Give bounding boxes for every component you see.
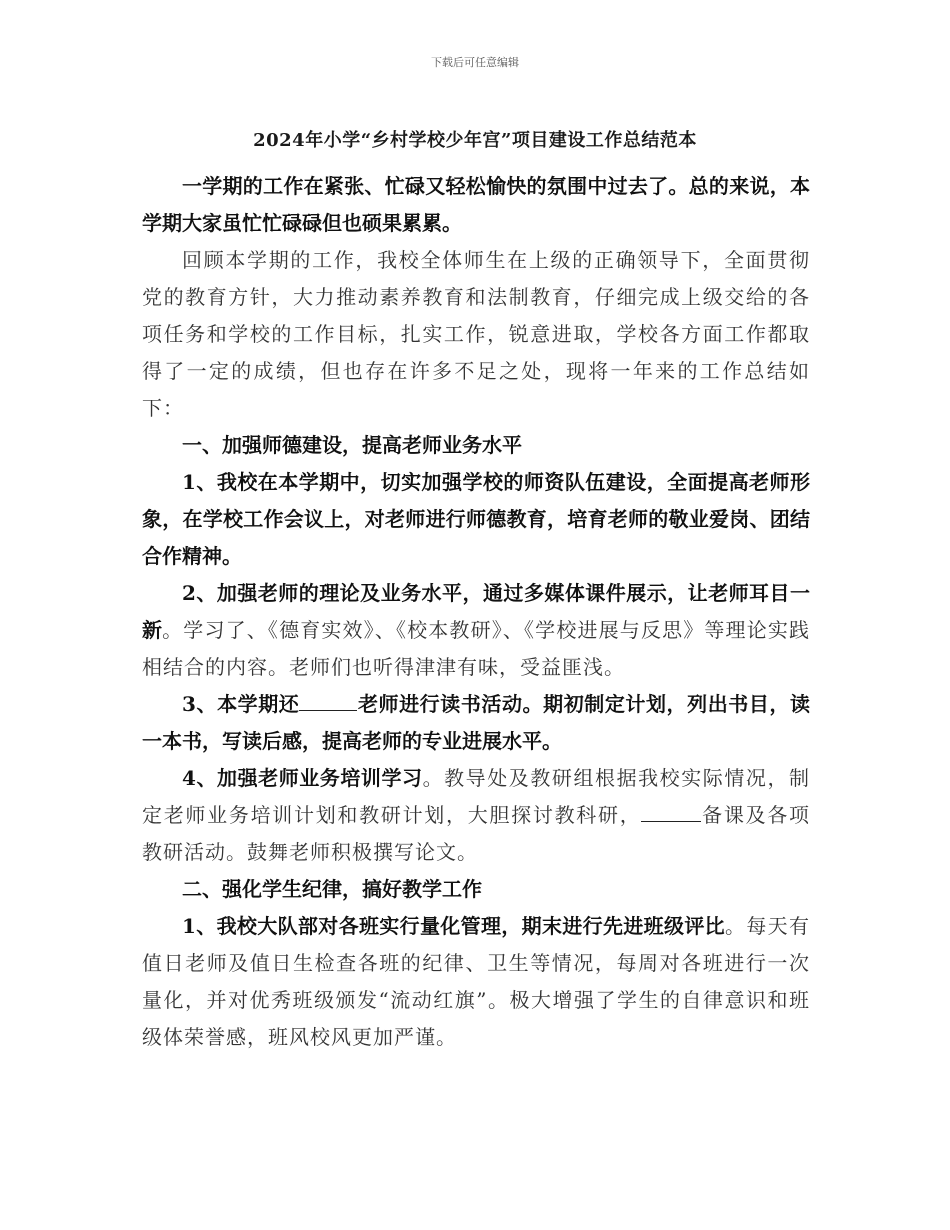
section2-item1-rest: 。每天有值日老师及值日生检查各班的纪律、卫生等情况，每周对各班进行一次量化，并对优秀班级颁发“流动红旗”。极大增强了学生的自律意识和班级体荣誉感，班风校风更加严谨。 (142, 914, 811, 1049)
section1-item3-after: 老师进行读书活动。期初制定计划，列出书目，读一本书，写读后感，提高老师的专业进展水平。 (142, 692, 811, 753)
section1-item2-lead: 2、加强老师的理论及业务水平，通过多媒体课件展示，让老师耳目一新 (142, 581, 810, 642)
fill-in-blank (299, 688, 357, 711)
section1-item2 (142, 575, 810, 686)
section1-item4 (142, 760, 810, 871)
review-paragraph (142, 242, 810, 427)
section1-item2-rest: 。学习了、《德育实效》、《校本教研》、《学校进展与反思》等理论实践相结合的内容。老师们也听得津津有味，受益匪浅。 (142, 618, 811, 679)
section2-item1-lead: 1、我校大队部对各班实行量化管理，期末进行先进班级评比 (182, 914, 725, 938)
section1-item4-lead: 4、加强老师业务培训学习 (182, 766, 423, 790)
section1-item3-before: 3、本学期还 (182, 692, 300, 716)
section2-heading-text: 二、强化学生纪律，搞好教学工作 (182, 877, 482, 901)
section2-item1 (142, 908, 810, 1056)
section1-item1-text: 1、我校在本学期中，切实加强学校的师资队伍建设，全面提高老师形象，在学校工作会议上，对老师进行师德教育，培育老师的敬业爱岗、团结合作精神。 (142, 470, 810, 568)
intro-text: 一学期的工作在紧张、忙碌又轻松愉快的氛围中过去了。总的来说，本学期大家虽忙忙碌碌但也硕果累累。 (142, 174, 810, 235)
fill-in-blank (641, 799, 701, 822)
section1-item4-rest-before: 。教导处及教研组根据我校实际情况，制定老师业务培训计划和教研计划，大胆探讨教科研， (142, 766, 811, 827)
section1-item3 (142, 686, 810, 760)
section1-heading-text: 一、加强师德建设，提高老师业务水平 (182, 433, 522, 457)
header-note: 下载后可任意编辑 (431, 56, 519, 69)
document-body (142, 168, 810, 1056)
document-title: 2024年小学“乡村学校少年宫”项目建设工作总结范本 (253, 130, 697, 151)
intro-paragraph (142, 168, 810, 242)
review-text: 回顾本学期的工作，我校全体师生在上级的正确领导下，全面贯彻党的教育方针，大力推动素养教育和法制教育，仔细完成上级交给的各项任务和学校的工作目标，扎实工作，锐意进取，学校各方面工作都取得了一定的成绩，但也存在许多不足之处，现将一年来的工作总结如下： (142, 248, 810, 420)
section2-heading (142, 871, 810, 908)
section1-item4-rest-after: 备课及各项教研活动。鼓舞老师积极撰写论文。 (142, 803, 811, 864)
section1-heading (142, 427, 810, 464)
section1-item1 (142, 464, 810, 575)
